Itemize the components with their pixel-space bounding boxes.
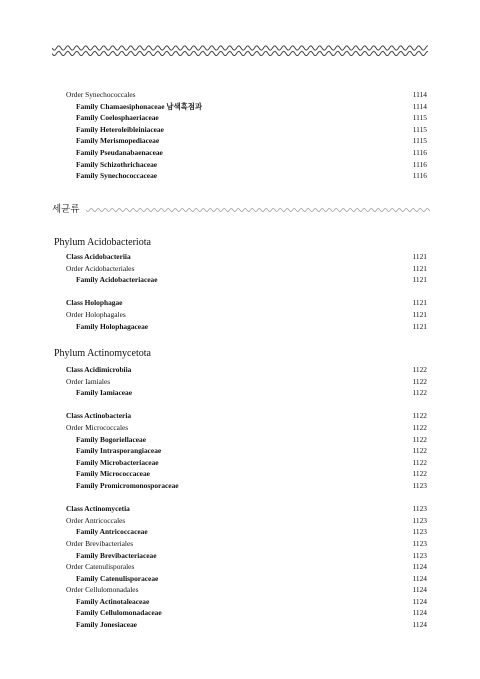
toc-entry-label: Family Antricoccaceae [76, 527, 148, 537]
toc-block-cyanobacteria [0, 89, 480, 182]
toc-page-number: 1124 [412, 620, 427, 630]
toc-entry-label: Order Antricoccales [66, 515, 126, 525]
toc-entry-family[interactable] [0, 550, 480, 562]
toc-page-number: 1123 [412, 504, 427, 514]
toc-page-number: 1115 [412, 113, 427, 123]
header-wave-ornament [52, 44, 428, 58]
toc-entry-label: Order Catenulisporales [66, 562, 135, 572]
toc-entry-label: Family Merismopediaceae [76, 136, 160, 146]
toc-entry-label: Family Jonesiaceae [76, 620, 137, 630]
toc-entry-order[interactable] [0, 376, 480, 388]
toc-entry-label: Family Microbacteriaceae [76, 457, 159, 467]
toc-entry-label: Class Actinobacteria [66, 411, 132, 421]
toc-entry-label: Family Coelosphaeriaceae [76, 113, 159, 123]
toc-entry-family[interactable] [0, 526, 480, 538]
toc-entry-family[interactable] [0, 170, 480, 182]
toc-page-number: 1122 [412, 434, 427, 444]
toc-entry-label: Class Acidimicrobiia [66, 365, 132, 374]
toc-entry-family[interactable] [0, 468, 480, 480]
toc-page-number: 1123 [412, 527, 427, 537]
toc-page-number: 1122 [412, 411, 427, 421]
toc-page-number: 1121 [412, 252, 427, 261]
toc-entry-label: Class Actinomycetia [66, 504, 130, 514]
toc-entry-label: Family Brevibacteriaceae [76, 550, 157, 560]
toc-entry-label: Class Holophagae [66, 298, 123, 308]
toc-page-number: 1121 [412, 275, 427, 285]
toc-entry-label: Family Holophagaceae [76, 321, 149, 331]
toc-page-number: 1123 [412, 480, 427, 490]
toc-entry-family[interactable] [0, 434, 480, 446]
toc-page-number: 1123 [412, 550, 427, 560]
toc-entry-order[interactable] [0, 538, 480, 550]
toc-entry-family[interactable] [0, 480, 480, 492]
toc-page-number: 1122 [412, 376, 427, 386]
toc-entry-family[interactable] [0, 147, 480, 159]
toc-page-number: 1121 [412, 263, 427, 273]
toc-entry-family[interactable] [0, 596, 480, 608]
spacer [0, 399, 480, 411]
toc-entry-label: Order Micrococcales [66, 422, 129, 432]
section-title: 세균류 [52, 204, 80, 215]
phylum-heading: Phylum Actinomycetota [54, 348, 151, 359]
toc-entry-label: Family Cellulomonadaceae [76, 608, 162, 618]
toc-entry-order[interactable] [0, 584, 480, 596]
toc-entry-class[interactable] [0, 251, 480, 263]
toc-page-number: 1122 [412, 469, 427, 479]
toc-page-number: 1123 [412, 515, 427, 525]
toc-block-acidobacteriota [0, 251, 480, 332]
toc-entry-family[interactable] [0, 387, 480, 399]
toc-entry-label: Family Schizothrichaceae [76, 159, 158, 169]
toc-entry-label: Order Cellulomonadales [66, 585, 139, 595]
toc-entry-order[interactable] [0, 422, 480, 434]
toc-entry-label: Family Acidobacteriaceae [76, 275, 158, 285]
toc-page-number: 1124 [412, 562, 427, 572]
toc-entry-family[interactable] [0, 101, 480, 113]
toc-page-number: 1124 [412, 573, 427, 583]
toc-page-number: 1122 [412, 388, 427, 398]
toc-entry-family[interactable] [0, 135, 480, 147]
divider-wave-ornament [86, 206, 430, 214]
phylum-heading: Phylum Acidobacteriota [54, 237, 151, 248]
toc-entry-family[interactable] [0, 159, 480, 171]
toc-entry-order[interactable] [0, 561, 480, 573]
toc-entry-label: Order Iamiales [66, 376, 111, 386]
toc-entry-label: Family Synechococcaceae [76, 171, 158, 181]
toc-entry-label: Family Bogoriellaceae [76, 434, 146, 444]
toc-page-number: 1124 [412, 608, 427, 618]
toc-entry-family[interactable] [0, 607, 480, 619]
toc-page-number: 1121 [412, 309, 427, 319]
toc-entry-label: Family Chamaesiphonaceae 남색흑점과 [76, 101, 203, 111]
toc-page-number: 1124 [412, 596, 427, 606]
toc-entry-label: Family Iamiaceae [76, 388, 133, 398]
toc-entry-label: Family Catenulisporaceae [76, 573, 159, 583]
toc-entry-family[interactable] [0, 445, 480, 457]
toc-entry-family[interactable] [0, 321, 480, 333]
toc-entry-label: Family Micrococcaceae [76, 469, 150, 479]
toc-page-number: 1121 [412, 321, 427, 331]
section-divider [52, 203, 430, 217]
toc-entry-family[interactable] [0, 619, 480, 631]
toc-entry-label: Family Pseudanabaenaceae [76, 147, 163, 157]
spacer [0, 286, 480, 298]
toc-page-number: 1123 [412, 538, 427, 548]
toc-page-number: 1116 [412, 171, 427, 181]
toc-entry-label: Order Acidobacteriales [66, 263, 135, 273]
toc-entry-label: Family Actinotaleaceae [76, 596, 150, 606]
toc-entry-family[interactable] [0, 274, 480, 286]
toc-entry-label: Order Synechococcales [66, 90, 136, 99]
toc-page-number: 1122 [412, 457, 427, 467]
toc-entry-order[interactable] [0, 263, 480, 275]
toc-entry-label: Order Brevibacteriales [66, 538, 134, 548]
toc-page-number: 1122 [412, 446, 427, 456]
toc-entry-family[interactable] [0, 112, 480, 124]
toc-entry-label: Family Promicromonosporaceae [76, 480, 179, 490]
toc-page-number: 1114 [412, 90, 427, 99]
toc-page-number: 1121 [412, 298, 427, 308]
toc-page-number: 1115 [412, 124, 427, 134]
toc-entry-family[interactable] [0, 124, 480, 136]
toc-entry-order[interactable] [0, 89, 480, 101]
toc-entry-class[interactable] [0, 364, 480, 376]
toc-entry-order[interactable] [0, 515, 480, 527]
toc-block-actinomycetota [0, 364, 480, 631]
toc-page-number: 1114 [412, 101, 427, 111]
toc-entry-label: Family Heteroleibleiniaceae [76, 124, 164, 134]
toc-page-number: 1116 [412, 159, 427, 169]
toc-page-number: 1122 [412, 422, 427, 432]
toc-page-number: 1116 [412, 147, 427, 157]
toc-entry-label: Class Acidobacteriia [66, 252, 131, 261]
toc-entry-label: Family Intrasporangiaceae [76, 446, 162, 456]
toc-entry-class[interactable] [0, 503, 480, 515]
toc-entry-family[interactable] [0, 457, 480, 469]
toc-page-number: 1122 [412, 365, 427, 374]
toc-entry-order[interactable] [0, 309, 480, 321]
toc-page-number: 1124 [412, 585, 427, 595]
toc-entry-label: Order Holophagales [66, 309, 126, 319]
toc-entry-class[interactable] [0, 410, 480, 422]
toc-entry-family[interactable] [0, 573, 480, 585]
spacer [0, 492, 480, 504]
toc-page-number: 1115 [412, 136, 427, 146]
toc-entry-class[interactable] [0, 297, 480, 309]
